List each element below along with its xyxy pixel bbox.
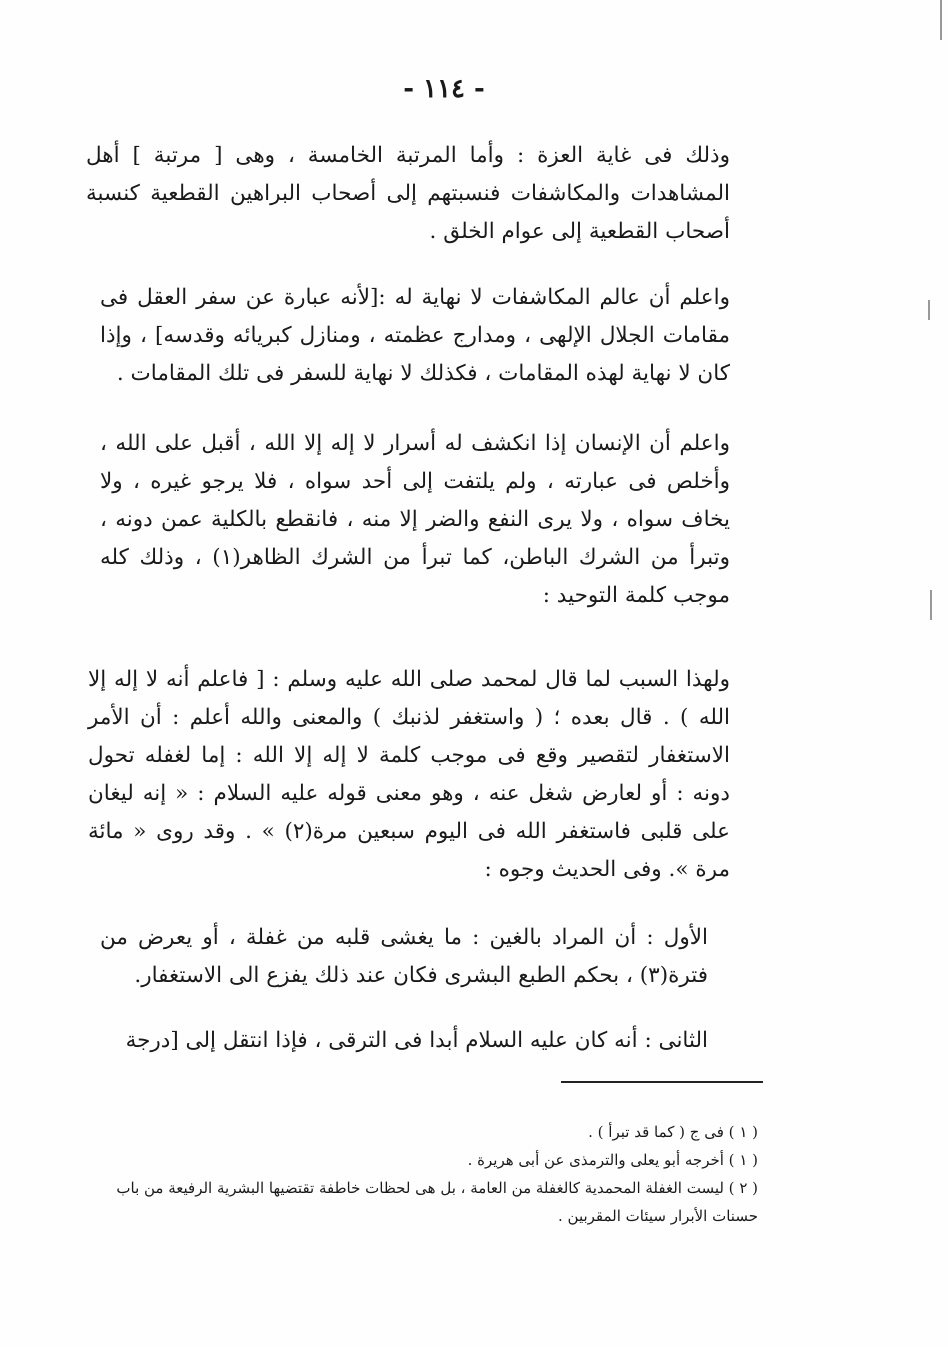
footnotes-list bbox=[100, 1118, 758, 1230]
paragraph-4: ولهذا السبب لما قال لمحمد صلى الله عليه وسلم : [ فاعلم أنه لا إله إلا الله ) . قال بعده ؛ ( واستغفر لذنبك ) والمعنى والله أعلم : أن الأمر الاستغفار لتقصير وقع فى موجب كلمة لا إله إلا الله : إما لغفله تحول دونه : أو لعارض شغل عنه ، وهو معنى قوله عليه السلام : « إنه ليغان على قلبى فاستغفر الله فى اليوم سبعين مرة(٢) » . وقد روى « مائة مرة ». وفى الحديث وجوه : bbox=[88, 667, 730, 882]
paragraph-3: واعلم أن الإنسان إذا انكشف له أسرار لا إله إلا الله ، أقبل على الله ، وأخلص فى عبارته ، ولم يلتفت إلى أحد سواه ، فلا يرجو غيره ، ولا يخاف سواه ، ولا يرى النفع والضر إلا منه ، فانقطع بالكلية عمن دونه ، وتبرأ من الشرك الباطن، كما تبرأ من الشرك الظاهر(١) ، وذلك كله موجب كلمة التوحيد : bbox=[100, 431, 730, 608]
paragraph-2: واعلم أن عالم المكاشفات لا نهاية له :[لأنه عبارة عن سفر العقل فى مقامات الجلال الإلهى ، ومدارج عظمته ، ومنازل كبريائه وقدسه] ، وإذا كان لا نهاية لهذه المقامات ، فكذلك لا نهاية للسفر فى تلك المقامات . bbox=[100, 285, 730, 386]
footnote-item: ( ٢ ) ليست الغفلة المحمدية كالغفلة من العامة ، بل هى لحظات خاطفة تقتضيها البشرية الرفيعة من باب حسنات الأبرار سيئات المقربين . bbox=[116, 1179, 758, 1225]
footnote-item: ( ١ ) فى ج ( كما قد تبرأ ) . bbox=[588, 1123, 758, 1141]
paragraph-5: الأول : أن المراد بالغين : ما يغشى قلبه من غفلة ، أو يعرض من فترة(٣) ، بحكم الطبع البشرى فكان عند ذلك يفزع الى الاستغفار. bbox=[100, 925, 708, 988]
scan-edge-mark bbox=[928, 300, 930, 320]
scan-edge-mark bbox=[940, 0, 942, 40]
paragraph-1: وذلك فى غاية العزة : وأما المرتبة الخامسة ، وهى [ مرتبة ] أهل المشاهدات والمكاشفات فنسبتهم إلى أصحاب البراهين القطعية كنسبة أصحاب القطعية إلى عوام الخلق . bbox=[86, 143, 730, 244]
scan-edge-mark bbox=[930, 590, 932, 620]
footnote-divider bbox=[561, 1081, 763, 1083]
footnote-item: ( ١ ) أخرجه أبو يعلى والترمذى عن أبى هريرة . bbox=[467, 1151, 758, 1169]
paragraph-6: الثانى : أنه كان عليه السلام أبدا فى الترقى ، فإذا انتقل إلى [درجة bbox=[125, 1028, 708, 1053]
page-number: - ١١٤ - bbox=[403, 74, 485, 104]
